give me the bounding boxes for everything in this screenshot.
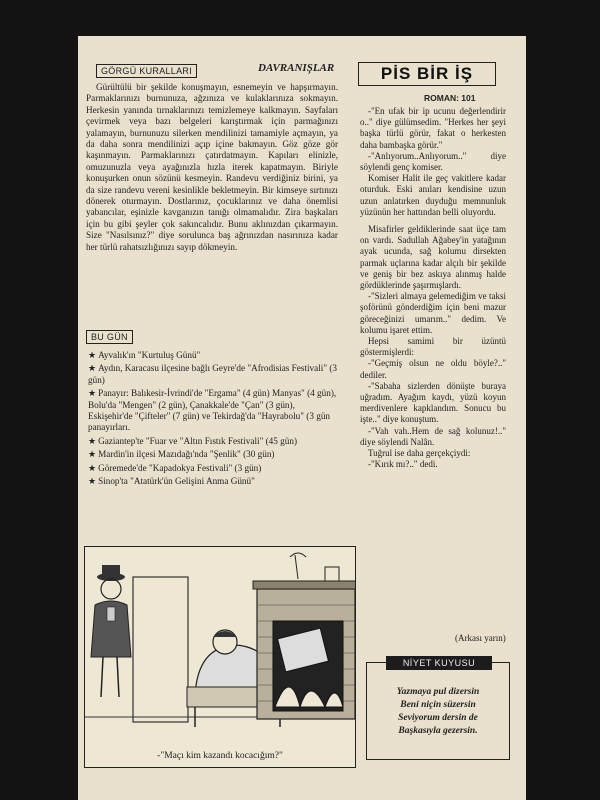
verse-line: Beni niçin süzersin (400, 700, 476, 710)
bu-gun-item-text: Mardin'in ilçesi Mazıdağı'nda "Şenlik" (30 gün) (98, 449, 275, 460)
davranislar-tag: DAVRANIŞLAR (258, 62, 335, 74)
star-icon: ★ (88, 350, 97, 360)
story-paragraph: -"Anlıyorum..Anlıyorum.." diye söylendi genç komiser. (360, 150, 506, 173)
bu-gun-item (86, 463, 338, 474)
story-paragraph: -"Vah vah..Hem de sağ kolunuz!.." diye söylendi Nalân. (360, 425, 506, 447)
bu-gun-item-text: Gaziantep'te "Fuar ve "Altın Fıstık Festivali" (45 gün) (98, 435, 298, 446)
story-paragraph: Tuğrul ise daha gerçekçiydi: (368, 448, 471, 459)
niyet-kuyusu-verse (372, 686, 504, 738)
serial-title: PİS BİR İŞ (358, 62, 496, 86)
bu-gun-item (86, 449, 338, 460)
verse-line: Seviyorum dersin de (398, 713, 478, 723)
verse-line: Başkasıyla gezersin. (398, 726, 478, 736)
bu-gun-item (86, 388, 338, 434)
story-paragraph: Komiser Halit ile geç vakitlere kadar oturduk. Eski anıları kendisine uzun uzun anlatırken duyduğu memnunluk yüzünün her hattından belli oluyordu. (360, 173, 506, 217)
star-icon: ★ (88, 363, 97, 374)
bu-gun-item (86, 436, 338, 447)
cartoon-caption: -"Maçı kim kazandı kocacığım?" (157, 751, 283, 761)
bu-gun-item-text: Aydın, Karacasu ilçesine bağlı Geyre'de "Afrodisias Festivali" (3 gün) (88, 363, 338, 385)
star-icon: ★ (88, 476, 97, 487)
star-icon: ★ (88, 449, 97, 460)
bu-gun-label: BU GÜN (91, 332, 128, 342)
roman-number: ROMAN: 101 (424, 93, 476, 103)
story-paragraph: -"Sizleri almaya gelemediğim ve taksi şoförünü gönderdiğim için beni mazur göreceğinizi umarım.." dedim. Ve kolumu işaret ettim. (360, 291, 506, 335)
story-paragraph: -"En ufak bir ip ucunu değerlendirir o.." diye gülümsedim. "Herkes her şeyi başka türlü görür, fakat o herkesten daha bambaşka görür." (360, 106, 506, 150)
bu-gun-item-text: Göremede'de "Kapadokya Festivali" (3 gün) (98, 462, 262, 473)
bu-gun-item-text: Sinop'ta "Atatürk'ün Gelişini Anma Günü" (98, 476, 255, 487)
gorgu-kurallari-heading (96, 64, 197, 78)
gorgu-label: GÖRGÜ KURALLARI (101, 66, 193, 76)
niyet-kuyusu-label: NİYET KUYUSU (386, 656, 492, 670)
star-icon: ★ (88, 435, 97, 446)
bu-gun-item (86, 363, 338, 386)
bu-gun-item (86, 476, 338, 487)
bu-gun-item-text: Ayvalık'ın "Kurtuluş Günü" (98, 350, 201, 360)
cartoon-drawing (85, 547, 355, 767)
bu-gun-item-text: Panayır: Balıkesir-İvrindi'de "Ergama" (4 gün) Manyas" (4 gün), Bolu'da "Mengen" (2 gün), Çanakkale'de "Çan" (3 gün), Eskişehir'de "Çifteler" (7 gün) ve Tekirdağ'da "Hayrabolu" (3 gün panayırları. (88, 388, 337, 433)
story-paragraph: -"Sabaha sizlerden dönüşte buraya uğradım. Ayağım kaydı, yüzü koyun merdivenlere kapklandım. Sonucu bu işte.." diye konuştum. (360, 380, 506, 425)
cartoon-illustration (84, 546, 356, 768)
gorgu-text: Gürültülü bir şekilde konuşmayın, esnemeyin ve hapşırmayın. Parmaklarınızı burnunuza, ağzınıza ve kulaklarınıza sokmayın. Herkesin yanında tırnaklarınızı temizlemeye kalkmayın. Sayfaları çevirmek veya bazı belgeleri karıştırmak için parmağınızı yalamayın, burnunuzu silerken mendilinizi tamamiyle açmayın, ya da daha sonra mendilinizi açıp içine bakmayın. Göz göze gör kaşınmayın. Parmaklarınızı çatırdatmayın. Kapıları elinizle, omuzunuzla veya ayağınızla hızla iterek kapatmayın. Biriyle konuşurken onun sözünü kesmeyin. Randevu verdiğiniz birini, ya da size randevu vereni kesinlikle bekletmeyin. Bir kimseye sırtınızı dönerek oturmayın. Dostlarınız, çocuklarınız ve daha önemlisi yabancılar, eşinizle kavganızın tanığı olmamalıdır. Zira başkaları için bu gibi şeyler çok sakıncalıdır. Bunu aklınızdan çıkarmayın. Size "Nasılsınız?" diye sorulunca baş ağrınızdan nasırınıza kadar her türlü rahatsızlığınızı sayıp dökmeyin. (86, 82, 338, 252)
bu-gun-list (86, 350, 338, 489)
arkasi-yarin: (Arkası yarın) (455, 633, 506, 643)
story-paragraph: Misafirler geldiklerinde saat üçe tam on vardı. Sadullah Ağabey'in yatağının ayak ucunda, sağ kolumu dirsekten parmak uçlarına kadar alçılı bir şekilde ve geniş bir bez askıya alınmış halde gördüklerinde şaşırmışlardı. (360, 224, 506, 291)
verse-line: Yazmaya pul dizersin (396, 687, 480, 697)
bu-gun-item (86, 350, 338, 361)
story-paragraph: -"Kırık mı?.." dedi. (368, 459, 438, 470)
bu-gun-heading (86, 330, 133, 344)
star-icon: ★ (88, 462, 97, 473)
star-icon: ★ (88, 388, 97, 399)
story-paragraph: Hepsi samimi bir üzüntü göstermişlerdi: (360, 336, 506, 358)
story-paragraph: -"Geçmiş olsun ne oldu böyle?.." dediler. (360, 358, 506, 380)
serial-story-text (360, 106, 506, 471)
